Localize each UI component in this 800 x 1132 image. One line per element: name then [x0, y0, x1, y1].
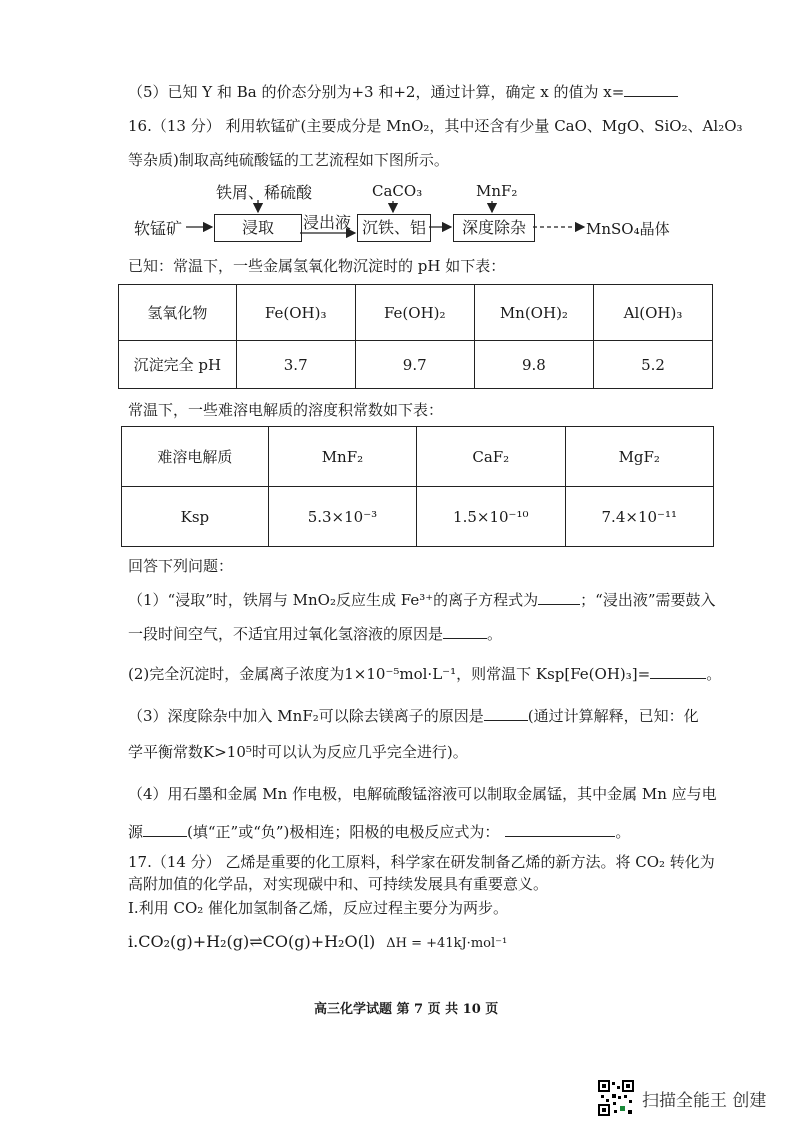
q16-part4-end: 。: [615, 823, 631, 841]
flow-arrows: [0, 0, 800, 260]
table-cell: 沉淀完全 pH: [119, 341, 237, 389]
q16-known-1: 已知：常温下，一些金属氢氧化物沉淀时的 pH 如下表：: [128, 257, 506, 275]
flow-end: MnSO₄晶体: [586, 220, 670, 238]
q16-part4-line2: [128, 822, 630, 842]
table-cell: 7.4×10⁻¹¹: [565, 487, 713, 547]
table-header: 难溶电解质: [122, 427, 269, 487]
q16-header-line1: 16.（13 分） 利用软锰矿(主要成分是 MnO₂，其中还含有少量 CaO、MgO、SiO₂、Al₂O₃: [128, 117, 743, 135]
ksp-table: [121, 426, 714, 547]
q16-part3-line2: 学平衡常数K>10⁵时可以认为反应几乎完全进行)。: [128, 743, 468, 761]
q16-part1-text-b: ；“浸出液”需要鼓入: [580, 591, 716, 609]
q17-header-line2: 高附加值的化学品，对实现碳中和、可持续发展具有重要意义。: [128, 875, 549, 893]
answer-blank[interactable]: [505, 822, 615, 837]
q17-equation-i: [128, 932, 507, 954]
flow-intermediate: 浸出液: [303, 213, 352, 232]
table-cell: 9.7: [355, 341, 474, 389]
qr-code-icon: [598, 1080, 634, 1116]
hydroxide-ph-table: [118, 284, 713, 389]
table-header: Al(OH)₃: [594, 285, 713, 341]
equation-text: ⅰ.CO₂(g)+H₂(g)⇌CO(g)+H₂O(l): [128, 932, 376, 951]
table-cell: 9.8: [474, 341, 593, 389]
page-footer: 高三化学试题 第 7 页 共 10 页: [314, 1002, 499, 1017]
answer-blank[interactable]: [538, 590, 580, 605]
q17-part1: Ⅰ.利用 CO₂ 催化加氢制备乙烯，反应过程主要分为两步。: [128, 899, 509, 917]
table-cell: 5.3×10⁻³: [268, 487, 416, 547]
q16-part3-text-a: （3）深度除杂中加入 MnF₂可以除去镁离子的原因是: [128, 707, 484, 725]
flow-reagent-2: CaCO₃: [372, 182, 423, 200]
table-header: MnF₂: [268, 427, 416, 487]
q16-part4-text-a: 源: [128, 823, 144, 841]
q16-part1-line1: [128, 590, 716, 610]
flow-reagent-1: 铁屑、稀硫酸: [216, 183, 313, 202]
table-header: 氢氧化物: [119, 285, 237, 341]
q16-part2-end: 。: [706, 665, 722, 683]
q17-header-line1: 17.（14 分） 乙烯是重要的化工原料，科学家在研发制备乙烯的新方法。将 CO₂ 转化为: [128, 853, 715, 871]
q16-part1-line2: [128, 624, 502, 644]
q16-known-2: 常温下，一些难溶电解质的溶度积常数如下表：: [128, 401, 444, 419]
table-cell: Ksp: [122, 487, 269, 547]
q16-part3-text-b: (通过计算解释，已知：化: [527, 707, 699, 725]
table-header: MgF₂: [565, 427, 713, 487]
table-cell: 5.2: [594, 341, 713, 389]
answer-prompt: 回答下列问题：: [128, 557, 234, 575]
flow-start: 软锰矿: [134, 219, 183, 238]
enthalpy-value: ΔH = +41kJ·mol⁻¹: [386, 936, 508, 951]
flow-step-precipitate: 沉铁、铝: [357, 214, 431, 242]
flow-step-leaching: 浸取: [214, 214, 302, 242]
q16-part4-line1: （4）用石墨和金属 Mn 作电极，电解硫酸锰溶液可以制取金属锰，其中金属 Mn 应与电: [128, 785, 717, 803]
answer-blank[interactable]: [443, 624, 487, 639]
q16-part2: [128, 664, 721, 684]
scanner-watermark: 扫描全能王 创建: [642, 1091, 767, 1111]
table-header: Fe(OH)₂: [355, 285, 474, 341]
table-cell: 1.5×10⁻¹⁰: [417, 487, 565, 547]
q16-part2-text: (2)完全沉淀时，金属离子浓度为1×10⁻⁵mol·L⁻¹，则常温下 Ksp[Fe(OH)₃]=: [128, 665, 651, 683]
table-header: CaF₂: [417, 427, 565, 487]
answer-blank[interactable]: [484, 706, 528, 721]
q16-part4-text-b: (填“正”或“负”)极相连；阳极的电极反应式为：: [187, 823, 500, 841]
q15-part5-text: （5）已知 Y 和 Ba 的价态分别为+3 和+2，通过计算，确定 x 的值为 x=: [128, 83, 625, 101]
answer-blank[interactable]: [143, 822, 187, 837]
q16-part1-text-c: 一段时间空气，不适宜用过氧化氢溶液的原因是: [128, 625, 444, 643]
q16-part1-text-a: （1）“浸取”时，铁屑与 MnO₂反应生成 Fe³⁺的离子方程式为: [128, 591, 539, 609]
flow-step-purify: 深度除杂: [453, 214, 535, 242]
flow-reagent-3: MnF₂: [476, 182, 518, 200]
q16-header-line2: 等杂质)制取高纯硫酸锰的工艺流程如下图所示。: [128, 151, 449, 169]
q16-part3-line1: [128, 706, 699, 726]
table-header: Mn(OH)₂: [474, 285, 593, 341]
q16-part1-end: 。: [487, 625, 503, 643]
table-cell: 3.7: [236, 341, 355, 389]
answer-blank[interactable]: [650, 664, 706, 679]
table-header: Fe(OH)₃: [236, 285, 355, 341]
